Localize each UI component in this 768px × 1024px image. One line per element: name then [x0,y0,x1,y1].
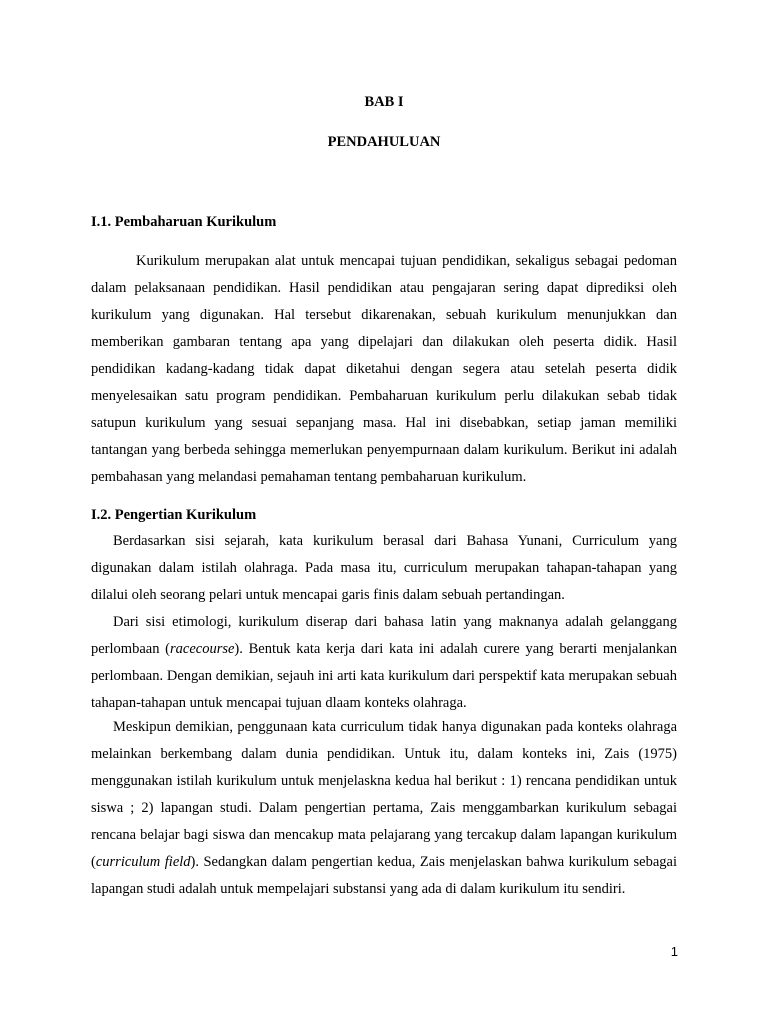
paragraph-sejarah: Berdasarkan sisi sejarah, kata kurikulum berasal dari Bahasa Yunani, Curriculum yang digunakan dalam istilah olahraga. Pada masa itu, curriculum merupakan tahapan-tahapan yang dilalui oleh seorang pelari untuk mencapai garis finis dalam sebuah pertandingan. [91,533,677,603]
section-heading-pembaharuan: I.1. Pembaharuan Kurikulum [91,214,277,230]
paragraph-etimologi [91,609,677,717]
chapter-number: BAB I [364,94,404,110]
paragraph-zais-text-a: Meskipun demikian, penggunaan kata curriculum tidak hanya digunakan pada konteks olahraga melainkan berkembang dalam dunia pendidikan. Untuk itu, dalam konteks ini, Zais (1975) menggunakan istilah kurikulum untuk menjelaskna kedua hal berikut : 1) rencana pendidikan untuk siswa ; 2) lapangan studi. Dalam pengertian pertama, Zais menggambarkan kurikulum sebagai rencana belajar bagi siswa dan mencakup mata pelajarang yang tercakup dalam lapangan kurikulum ( [91,719,677,870]
paragraph-zais-italic: curriculum field [95,854,191,870]
page-number: 1 [670,944,678,959]
paragraph-etimologi-italic: racecourse [170,641,235,657]
chapter-title: PENDAHULUAN [327,134,441,150]
paragraph-zais-text-b: ). Sedangkan dalam pengertian kedua, Zais menjelaskan bahwa kurikulum sebagai lapangan studi adalah untuk mempelajari substansi yang ada di dalam kurikulum itu sendiri. [91,854,677,897]
paragraph-etimologi-text-a: Dari sisi etimologi, kurikulum diserap dari bahasa latin yang maknanya adalah gelanggang perlombaan ( [91,614,677,657]
paragraph-etimologi-text-b: ). Bentuk kata kerja dari kata ini adalah curere yang berarti menjalankan perlombaan. Dengan demikian, sejauh ini arti kata kurikulum dari perspektif kata merupakan sebuah tahapan-tahapan untuk mencapai tujuan dlaam konteks olahraga. [91,641,677,711]
section-heading-pengertian: I.2. Pengertian Kurikulum [91,507,257,523]
paragraph-zais [91,714,677,903]
paragraph-pembaharuan: Kurikulum merupakan alat untuk mencapai tujuan pendidikan, sekaligus sebagai pedoman dalam pelaksanaan pendidikan. Hasil pendidikan atau pengajaran sering dapat diprediksi oleh kurikulum yang digunakan. Hal tersebut dikarenakan, sebuah kurikulum menunjukkan dan memberikan gambaran tentang apa yang dipelajari dan dilakukan oleh peserta didik. Hasil pendidikan kadang-kadang tidak dapat diketahui dengan segera atau setelah peserta didik menyelesaikan satu program pendidikan. Pembaharuan kurikulum perlu dilakukan sebab tidak satupun kurikulum yang sesuai sepanjang masa. Hal ini disebabkan, setiap jaman memiliki tantangan yang berbeda sehingga memerlukan penyempurnaan dalam kurikulum. Berikut ini adalah pembahasan yang melandasi pemahaman tentang pembaharuan kurikulum. [91,253,677,485]
